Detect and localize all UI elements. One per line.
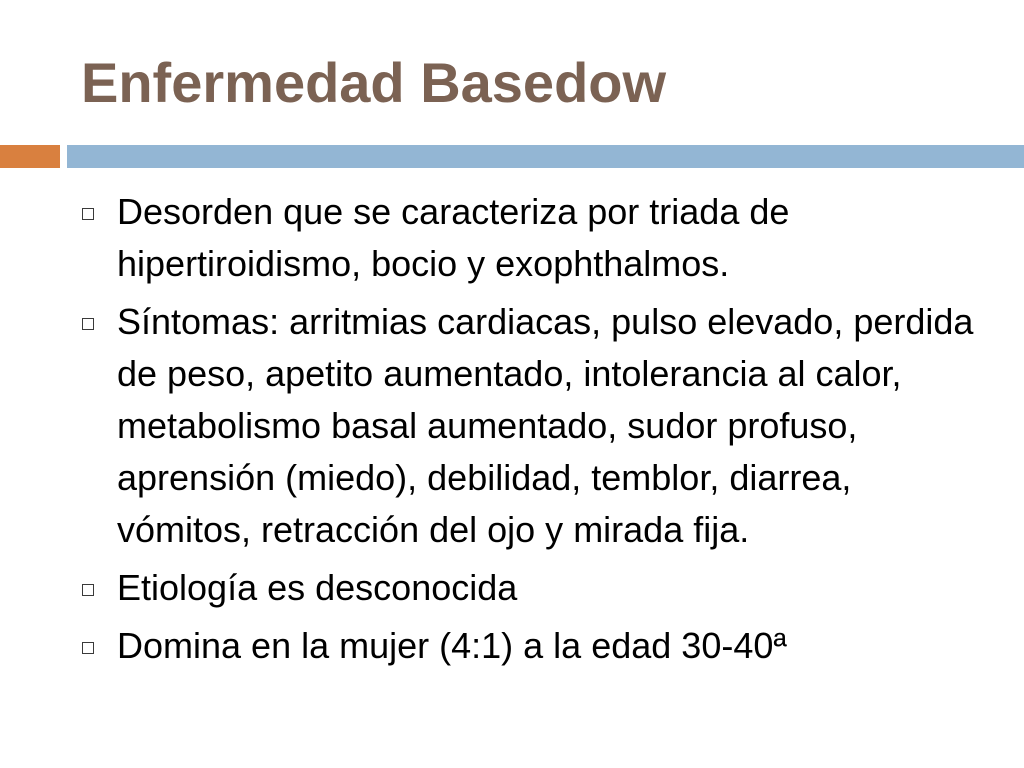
accent-bar-orange bbox=[0, 145, 60, 168]
bullet-text: Síntomas: arritmias cardiacas, pulso elevado, perdida de peso, apetito aumentado, intolerancia al calor, metabolismo basal aumentado, sudor profuso, aprensión (miedo), debilidad, temblor, diarrea, vómitos, retracción del ojo y mirada fija. bbox=[117, 301, 974, 550]
bullet-text: Etiología es desconocida bbox=[117, 567, 518, 608]
bullet-list bbox=[82, 186, 982, 678]
bullet-item bbox=[82, 186, 982, 290]
hollow-square-bullet-icon bbox=[82, 642, 94, 654]
slide-title: Enfermedad Basedow bbox=[81, 51, 667, 114]
bullet-item bbox=[82, 296, 982, 556]
hollow-square-bullet-icon bbox=[82, 318, 94, 330]
bullet-item bbox=[82, 562, 982, 614]
bullet-text: Domina en la mujer (4:1) a la edad 30-40ª bbox=[117, 625, 787, 666]
bullet-text: Desorden que se caracteriza por triada de hipertiroidismo, bocio y exophthalmos. bbox=[117, 191, 790, 284]
hollow-square-bullet-icon bbox=[82, 584, 94, 596]
hollow-square-bullet-icon bbox=[82, 208, 94, 220]
bullet-item bbox=[82, 620, 982, 672]
accent-bar-blue bbox=[67, 145, 1024, 168]
